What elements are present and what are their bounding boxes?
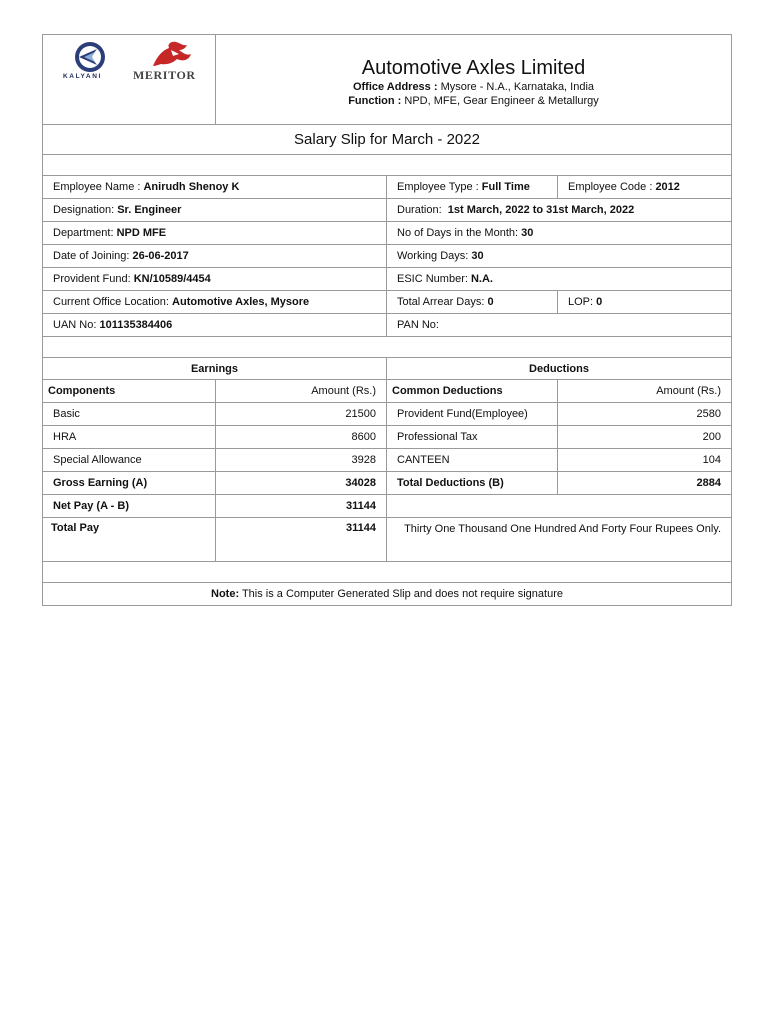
meritor-logo-text: MERITOR [133, 68, 196, 82]
total-pay-value: 31144 [216, 518, 387, 562]
table-row [43, 403, 732, 426]
empty-cell [387, 495, 732, 518]
title-row [43, 125, 732, 155]
earning-amount: 8600 [216, 426, 387, 449]
duration: Duration: 1st March, 2022 to 31st March, 2022 [387, 199, 732, 222]
employee-row [43, 199, 732, 222]
employee-row [43, 176, 732, 199]
common-deductions-header: Common Deductions [387, 380, 558, 403]
company-info [216, 35, 732, 125]
deductions-heading: Deductions [387, 358, 732, 380]
designation: Designation: Sr. Engineer [43, 199, 387, 222]
earnings-amount-header: Amount (Rs.) [216, 380, 387, 403]
esic-number: ESIC Number: N.A. [387, 268, 732, 291]
deduction-amount: 104 [558, 449, 732, 472]
employee-row [43, 245, 732, 268]
employee-name: Employee Name : Anirudh Shenoy K [43, 176, 387, 199]
deduction-amount: 2580 [558, 403, 732, 426]
spacer-row [43, 337, 732, 358]
total-pay-row [43, 518, 732, 562]
total-pay-label: Total Pay [43, 518, 216, 562]
department: Department: NPD MFE [43, 222, 387, 245]
earning-label: Basic [43, 403, 216, 426]
spacer-cell [43, 562, 732, 583]
earning-label: HRA [43, 426, 216, 449]
table-row [43, 426, 732, 449]
net-pay-row [43, 495, 732, 518]
kalyani-logo-icon [71, 40, 111, 76]
total-deductions-value: 2884 [558, 472, 732, 495]
spacer-cell [43, 155, 732, 176]
office-address: Office Address : Mysore - N.A., Karnataka, India [352, 81, 595, 93]
spacer-row [43, 562, 732, 583]
employee-row [43, 222, 732, 245]
net-pay-value: 31144 [216, 495, 387, 518]
days-in-month: No of Days in the Month: 30 [387, 222, 732, 245]
uan-number: UAN No: 101135384406 [43, 314, 387, 337]
deduction-amount: 200 [558, 426, 732, 449]
employee-type: Employee Type : Full Time [387, 176, 558, 199]
salary-slip [42, 34, 731, 606]
column-header-row [43, 380, 732, 403]
total-deductions-label: Total Deductions (B) [387, 472, 558, 495]
section-heading-row [43, 358, 732, 380]
salary-slip-table [42, 34, 732, 606]
spacer-row [43, 155, 732, 176]
deduction-label: Provident Fund(Employee) [387, 403, 558, 426]
slip-title: Salary Slip for March - 2022 [43, 125, 732, 155]
deductions-amount-header: Amount (Rs.) [558, 380, 732, 403]
employee-row [43, 291, 732, 314]
table-row [43, 449, 732, 472]
gross-earning-value: 34028 [216, 472, 387, 495]
kalyani-logo-text: KALYANI [63, 73, 102, 80]
employee-row [43, 268, 732, 291]
company-function: Function : NPD, MFE, Gear Engineer & Metallurgy [348, 95, 599, 107]
deduction-label: CANTEEN [387, 449, 558, 472]
arrear-days: Total Arrear Days: 0 [387, 291, 558, 314]
note-row [43, 583, 732, 606]
working-days: Working Days: 30 [387, 245, 732, 268]
spacer-cell [43, 337, 732, 358]
meritor-logo-icon [149, 40, 195, 70]
earning-amount: 21500 [216, 403, 387, 426]
employee-code: Employee Code : 2012 [558, 176, 732, 199]
earning-label: Special Allowance [43, 449, 216, 472]
earning-amount: 3928 [216, 449, 387, 472]
provident-fund: Provident Fund: KN/10589/4454 [43, 268, 387, 291]
total-pay-words: Thirty One Thousand One Hundred And Forty Four Rupees Only. [387, 518, 732, 562]
components-header: Components [43, 380, 216, 403]
pan-number: PAN No: [387, 314, 732, 337]
logo-area [43, 35, 216, 125]
lop: LOP: 0 [558, 291, 732, 314]
deduction-label: Professional Tax [387, 426, 558, 449]
company-name: Automotive Axles Limited [361, 57, 586, 79]
employee-row [43, 314, 732, 337]
earnings-heading: Earnings [43, 358, 387, 380]
header-row [43, 35, 732, 125]
net-pay-label: Net Pay (A - B) [43, 495, 216, 518]
gross-earning-label: Gross Earning (A) [43, 472, 216, 495]
date-of-joining: Date of Joining: 26-06-2017 [43, 245, 387, 268]
office-location: Current Office Location: Automotive Axles, Mysore [43, 291, 387, 314]
totals-row [43, 472, 732, 495]
note: Note: This is a Computer Generated Slip and does not require signature [43, 583, 732, 606]
